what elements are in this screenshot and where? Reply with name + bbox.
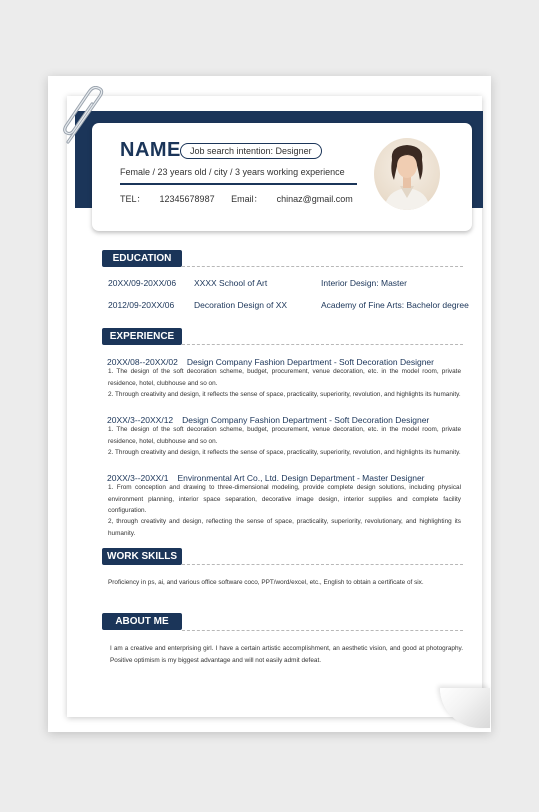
experience-divider [182,344,463,345]
experience-detail: 1. From conception and drawing to three-dimensional modeling, provide complete design solutions, including physical environment planning, interior space separation, decorative image design, interior supplies and complete facility configuration. [108,484,461,514]
exp-role: Environmental Art Co., Ltd. Design Department - Master Designer [177,473,425,483]
exp-dates: 20XX/08--20XX/02 [107,357,178,367]
education-row [108,278,468,290]
experience-detail: 2. Through creativity and design, it reflects the sense of space, practicality, superiority, revolution, and highlights its humanity. [108,449,461,456]
contact-line [120,192,353,205]
about-heading: ABOUT ME [102,613,182,630]
experience-detail: 2. Through creativity and design, it reflects the sense of space, practicality, superiority, revolution, and highlights its humanity. [108,391,461,398]
education-heading: EDUCATION [102,250,182,267]
experience-heading: EXPERIENCE [102,328,182,345]
about-text: I am a creative and enterprising girl. I have a certain artistic accomplishment, an aesthetic vision, and good at photography. Positive optimism is my biggest advantage and will not easily admit defeat. [110,645,463,664]
exp-dates: 20XX/3--20XX/12 [107,415,174,425]
experience-detail: 1. The design of the soft decoration scheme, budget, procurement, venue decoration, etc. in the model room, private residence, hotel, clubhouse and so on. [108,426,461,445]
skills-text: Proficiency in ps, ai, and various office software coco, PPT/word/excel, etc., English to obtain a certificate of six. [108,579,424,586]
tel-value: 12345678987 [159,194,215,204]
edu-school: XXXX School of Art [194,278,268,288]
edu-degree: Academy of Fine Arts: Bachelor degree [321,300,469,310]
about-divider [182,630,463,631]
experience-detail: 1. The design of the soft decoration scheme, budget, procurement, venue decoration, etc. in the model room, private residence, hotel, clubhouse and so on. [108,368,461,387]
header-card [92,123,472,231]
exp-role: Design Company Fashion Department - Soft Decoration Designer [182,415,430,425]
education-row [108,300,468,312]
candidate-name: NAME [120,139,181,161]
header-divider [120,183,357,185]
email-value: chinaz@gmail.com [276,194,353,204]
experience-detail: 2, through creativity and design, reflecting the sense of space, practicality, superiority, revolutionary, and highlighting its humanity. [108,518,461,537]
edu-dates: 2012/09-20XX/06 [108,300,175,310]
edu-dates: 20XX/09-20XX/06 [108,278,177,288]
exp-dates: 20XX/3--20XX/1 [107,473,169,483]
job-intention-badge: Job search intention: Designer [180,143,322,159]
edu-school: Decoration Design of XX [194,300,288,310]
personal-info: Female / 23 years old / city / 3 years working experience [120,167,345,177]
exp-role: Design Company Fashion Department - Soft Decoration Designer [186,357,434,367]
education-divider [182,266,463,267]
avatar-photo [374,138,440,210]
email-label: Email： [231,194,263,204]
tel-label: TEL： [120,194,146,204]
skills-heading: WORK SKILLS [102,548,182,565]
skills-divider [182,564,463,565]
portrait-illustration [374,138,440,210]
edu-degree: Interior Design: Master [321,278,407,288]
